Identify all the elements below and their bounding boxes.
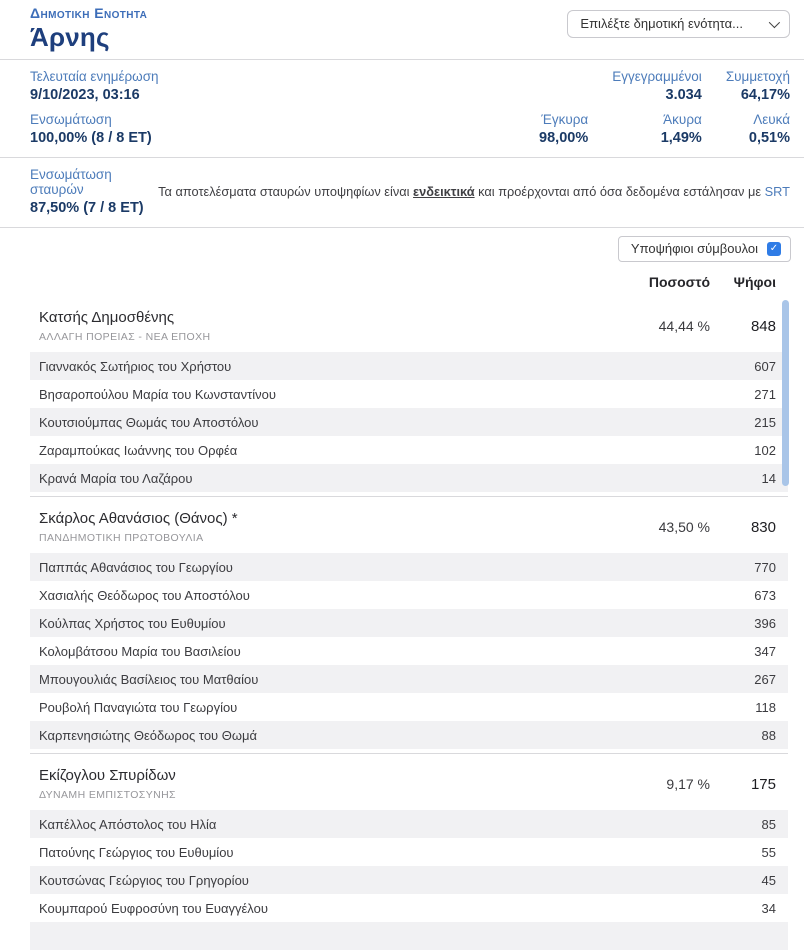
group-percent: 43,50 % — [658, 519, 710, 535]
partial-row-clipped — [30, 922, 788, 950]
cross-integration-section — [0, 158, 804, 227]
page-title: Άρνης — [30, 22, 110, 52]
header — [0, 0, 804, 59]
candidate-row — [30, 810, 788, 838]
chevron-down-icon — [769, 16, 780, 27]
toggle-row — [0, 228, 804, 264]
group-header-row — [30, 501, 788, 553]
stats-section — [0, 60, 804, 157]
municipal-unit-eyebrow: Δημοτική Ενότητα — [30, 5, 148, 21]
col-header-votes: Ψήφοι — [733, 274, 776, 290]
stat-registered — [612, 69, 702, 103]
stat-integration — [30, 112, 159, 146]
candidate-votes: 271 — [754, 386, 776, 402]
stat-value: 1,49% — [660, 130, 702, 146]
stat-label: Ενσωμάτωση σταυρών — [30, 167, 112, 197]
candidate-votes: 55 — [761, 844, 776, 860]
stat-invalid — [612, 112, 702, 146]
candidate-votes: 770 — [754, 559, 776, 575]
candidate-row — [30, 894, 788, 922]
candidate-row — [30, 721, 788, 749]
stat-label: Ενσωμάτωση — [30, 112, 112, 127]
group-divider — [30, 753, 788, 754]
candidate-name: Ρουβολή Παναγιώτα του Γεωργίου — [39, 699, 238, 715]
candidate-row — [30, 436, 788, 464]
candidate-name: Γιαννακός Σωτήριος του Χρήστου — [39, 358, 232, 374]
checked-checkbox-icon[interactable]: ✓ — [767, 242, 781, 256]
group-party-name: ΔΥΝΑΜΗ ΕΜΠΙΣΤΟΣΥΝΗΣ — [39, 789, 176, 801]
candidate-row — [30, 866, 788, 894]
group-party-name: ΠΑΝΔΗΜΟΤΙΚΗ ΠΡΩΤΟΒΟΥΛΙΑ — [39, 532, 204, 544]
stat-cross-integration — [30, 167, 158, 216]
group-name-cell — [39, 767, 620, 801]
candidate-votes: 88 — [761, 727, 776, 743]
title-block — [30, 5, 147, 53]
candidate-votes: 118 — [755, 699, 776, 715]
group-candidate-name: Σκάρλος Αθανάσιος (Θάνος) * — [39, 510, 238, 527]
candidate-name: Παππάς Αθανάσιος του Γεωργίου — [39, 559, 233, 575]
candidate-row — [30, 838, 788, 866]
stat-label: Άκυρα — [663, 112, 702, 127]
councillor-candidates-toggle[interactable] — [618, 236, 791, 262]
stat-value: 0,51% — [748, 130, 790, 146]
stat-value: 100,00% (8 / 8 ΕΤ) — [30, 130, 152, 146]
group-name-cell — [39, 309, 620, 343]
candidate-name: Κολομβάτσου Μαρία του Βασιλείου — [39, 643, 241, 659]
candidate-name: Κουτσώνας Γεώργιος του Γρηγορίου — [39, 872, 249, 888]
stat-label: Λευκά — [753, 112, 790, 127]
stat-value: 64,17% — [740, 87, 790, 103]
stat-value: 3.034 — [665, 87, 702, 103]
candidate-name: Κουμπαρού Ευφροσύνη του Ευαγγέλου — [39, 900, 268, 916]
candidate-row — [30, 693, 788, 721]
candidate-votes: 34 — [761, 900, 776, 916]
stats-right — [539, 69, 790, 146]
candidate-row — [30, 464, 788, 492]
candidate-votes: 347 — [754, 643, 776, 659]
note-emphasis: ενδεικτικά — [413, 184, 475, 199]
candidate-row — [30, 553, 788, 581]
stat-value: 98,00% — [539, 130, 589, 146]
stat-label: Τελευταία ενημέρωση — [30, 69, 159, 84]
stat-label: Εγγεγραμμένοι — [612, 69, 702, 84]
candidate-row — [30, 380, 788, 408]
candidate-row — [30, 581, 788, 609]
group-divider — [30, 496, 788, 497]
candidate-votes: 45 — [761, 872, 776, 888]
candidate-name: Κουτσιούμπας Θωμάς του Αποστόλου — [39, 414, 259, 430]
candidate-row — [30, 609, 788, 637]
group-party-name: ΑΛΛΑΓΗ ΠΟΡΕΙΑΣ - ΝΕΑ ΕΠΟΧΗ — [39, 331, 211, 343]
stat-last-update — [30, 69, 159, 103]
candidate-votes: 396 — [754, 615, 776, 631]
stat-value: 87,50% (7 / 8 ΕΤ) — [30, 200, 144, 216]
candidate-name: Κούλπας Χρήστος του Ευθυμίου — [39, 615, 226, 631]
group-name-cell — [39, 510, 620, 544]
candidate-votes: 607 — [754, 358, 776, 374]
group-percent: 9,17 % — [666, 776, 710, 792]
candidate-name: Χασιαλής Θεόδωρος του Αποστόλου — [39, 587, 250, 603]
stat-blank — [726, 112, 790, 146]
stat-label: Έγκυρα — [541, 112, 589, 127]
col-header-spacer — [30, 274, 620, 290]
indicative-results-note — [158, 184, 790, 199]
candidate-name: Βησαροπούλου Μαρία του Κωνσταντίνου — [39, 386, 276, 402]
stat-participation — [726, 69, 790, 103]
group-votes: 175 — [750, 775, 776, 793]
toggle-label: Υποψήφιοι σύμβουλοι — [630, 241, 758, 256]
candidate-name: Ζαραμπούκας Ιωάννης του Ορφέα — [39, 442, 238, 458]
stats-left — [30, 69, 159, 146]
scrollbar-thumb[interactable] — [782, 300, 789, 486]
stat-label: Συμμετοχή — [725, 69, 790, 84]
candidate-votes: 267 — [754, 671, 776, 687]
candidate-name: Πατούνης Γεώργιος του Ευθυμίου — [39, 844, 234, 860]
group-header-row — [30, 300, 788, 352]
candidate-votes: 673 — [754, 587, 776, 603]
col-header-percent: Ποσοστό — [648, 274, 710, 290]
group-header-row — [30, 758, 788, 810]
candidate-row — [30, 665, 788, 693]
candidate-name: Καρπενησιώτης Θεόδωρος του Θωμά — [39, 727, 258, 743]
candidate-name: Μπουγουλιάς Βασίλειος του Ματθαίου — [39, 671, 259, 687]
stat-value: 9/10/2023, 03:16 — [30, 87, 140, 103]
candidate-name: Κρανά Μαρία του Λαζάρου — [39, 470, 193, 486]
candidate-row — [30, 637, 788, 665]
candidate-votes: 14 — [761, 470, 776, 486]
group-candidate-name: Εκίζογλου Σπυρίδων — [39, 767, 176, 784]
results-table — [0, 298, 804, 950]
candidate-row — [30, 408, 788, 436]
group-votes: 848 — [750, 317, 776, 335]
candidate-votes: 215 — [754, 414, 776, 430]
note-prefix: Τα αποτελέσματα σταυρών υποψηφίων είναι — [158, 184, 414, 199]
candidate-votes: 85 — [761, 816, 776, 832]
stat-valid — [539, 112, 588, 146]
note-middle: και προέρχονται από όσα δεδομένα εστάλησαν με — [474, 184, 765, 199]
group-percent: 44,44 % — [658, 318, 710, 334]
srt-link[interactable]: SRT — [764, 184, 790, 199]
candidate-name: Καπέλλος Απόστολος του Ηλία — [39, 816, 217, 832]
candidate-row — [30, 352, 788, 380]
candidate-votes: 102 — [754, 442, 776, 458]
unit-select-placeholder: Επιλέξτε δημοτική ενότητα... — [580, 16, 743, 31]
unit-select-dropdown[interactable] — [567, 10, 790, 38]
table-column-headers — [0, 264, 804, 298]
group-candidate-name: Κατσής Δημοσθένης — [39, 309, 175, 326]
group-votes: 830 — [750, 518, 776, 536]
